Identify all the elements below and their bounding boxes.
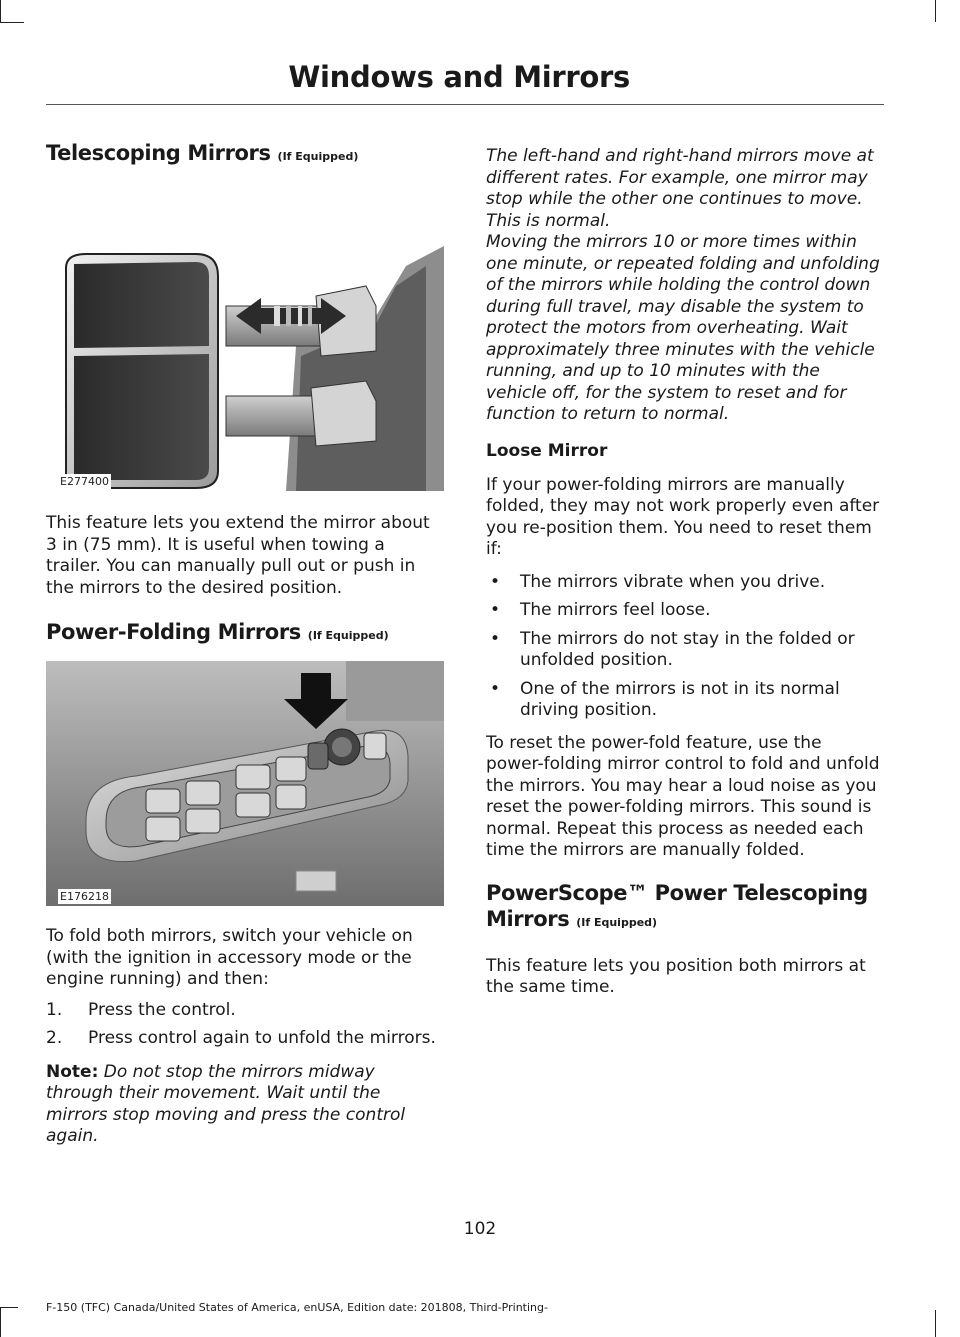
list-item: • The mirrors do not stay in the folded or unfolded position. (490, 628, 855, 670)
note-label: Note: (46, 1061, 99, 1082)
figure-label: E176218 (60, 890, 109, 903)
crop-mark-top-right-v (935, 0, 936, 22)
list-item: • The mirrors vibrate when you drive. (490, 571, 826, 592)
door-control-panel-illustration-icon (46, 661, 444, 906)
paragraph: If your power-folding mirrors are manually folded, they may not work properly even after you re-position them. You need to reset them if: (486, 474, 880, 559)
left-column (46, 140, 444, 1148)
paragraph: To fold both mirrors, switch your vehicle on (with the ignition in accessory mode or the engine running) and then: (46, 926, 413, 989)
list-item: • One of the mirrors is not in its normal driving position. (490, 678, 840, 720)
paragraph: This feature lets you extend the mirror about 3 in (75 mm). It is useful when towing a trailer. You can manually pull out or push in the mirrors to the desired position. (46, 513, 430, 598)
list-item: • The mirrors feel loose. (490, 600, 711, 620)
crop-mark-bottom-left-v (0, 1308, 1, 1337)
page-header-title: Windows and Mirrors (288, 60, 630, 94)
bullet-list (486, 572, 884, 722)
italic-paragraph: Moving the mirrors 10 or more times within one minute, or repeated folding and unfolding of the mirrors while holding the control down during full travel, may disable the system to protect the motors from overheating. Wait approximately three minutes with the vehicle running, and up to 10 minutes with the vehicle off, for the system to reset and for function to return to normal. (486, 232, 880, 424)
footer-edition-info: F-150 (TFC) Canada/United States of America, enUSA, Edition date: 201808, Third-Printing- (46, 1301, 548, 1314)
note-text: Do not stop the mirrors midway through their movement. Wait until the mirrors stop moving and press the control again. (46, 1061, 406, 1146)
paragraph: This feature lets you position both mirrors at the same time. (486, 955, 866, 997)
numbered-list (46, 1000, 444, 1050)
crop-mark-top-left-v (0, 0, 1, 22)
page-number: 102 (463, 1219, 497, 1239)
note-paragraph (46, 1062, 444, 1148)
section-title-loose-mirror: Loose Mirror (486, 440, 608, 461)
section-title-power-folding: Power-Folding Mirrors (If Equipped) (46, 620, 389, 644)
section-title-telescoping: Telescoping Mirrors (If Equipped) (46, 141, 359, 165)
paragraph: To reset the power-fold feature, use the power-folding mirror control to fold and unfold the mirrors. You may hear a loud noise as you reset the power-folding mirrors. This sound is normal. Repeat this process as needed each time the mirrors are manually folded. (486, 732, 880, 860)
crop-mark-bottom-right-v (935, 1310, 936, 1337)
section-title-powerscope: PowerScope™ Power Telescoping Mirrors (If Equipped) (486, 880, 868, 931)
telescoping-mirror-illustration-icon (46, 206, 444, 491)
crop-mark-top-left-h (0, 22, 24, 23)
list-item: 1. Press the control. (46, 999, 236, 1020)
list-item: 2. Press control again to unfold the mirrors. (46, 1028, 436, 1048)
italic-paragraph: The left-hand and right-hand mirrors move at different rates. For example, one mirror may stop while the other one continues to move. This is normal. (486, 146, 874, 231)
figure-telescoping-mirror (46, 206, 444, 491)
figure-door-control-panel (46, 661, 444, 906)
crop-mark-bottom-left-h (0, 1307, 18, 1308)
header-rule (46, 104, 884, 105)
right-column (486, 146, 884, 999)
figure-label: E277400 (60, 475, 109, 488)
